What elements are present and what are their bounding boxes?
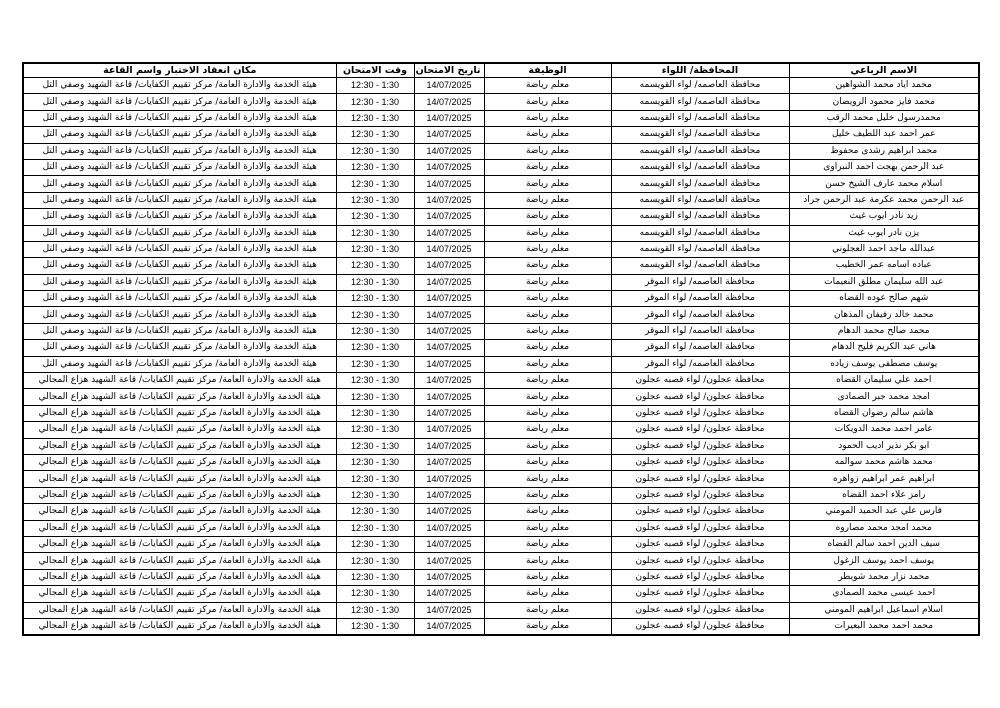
- cell-time: 12:30 - 1:30: [336, 438, 414, 454]
- table-row: [23, 504, 979, 520]
- table-row: [23, 405, 979, 421]
- table-row: [23, 291, 979, 307]
- cell-date: 14/07/2025: [414, 258, 484, 274]
- cell-name: ابراهيم عمر ابراهيم زواهره: [789, 471, 979, 487]
- cell-time: 12:30 - 1:30: [336, 602, 414, 618]
- cell-name: زيد نادر ايوب غيث: [789, 209, 979, 225]
- table-row: [23, 241, 979, 257]
- cell-date: 14/07/2025: [414, 536, 484, 552]
- table-row: [23, 471, 979, 487]
- cell-time: 12:30 - 1:30: [336, 307, 414, 323]
- cell-place: هيئة الخدمة والادارة العامة/ مركز تقييم الكفايات/ قاعة الشهيد هزاع المجالي: [23, 602, 336, 618]
- cell-time: 12:30 - 1:30: [336, 520, 414, 536]
- cell-name: اسلام محمد عارف الشيخ حسن: [789, 176, 979, 192]
- cell-time: 12:30 - 1:30: [336, 291, 414, 307]
- cell-place: هيئة الخدمة والادارة العامة/ مركز تقييم الكفايات/ قاعة الشهيد وصفي التل: [23, 307, 336, 323]
- cell-time: 12:30 - 1:30: [336, 176, 414, 192]
- cell-gov: محافظة العاصمه/ لواء القويسمه: [611, 110, 789, 126]
- table-row: [23, 553, 979, 569]
- cell-gov: محافظة عجلون/ لواء قصبه عجلون: [611, 438, 789, 454]
- cell-gov: محافظة عجلون/ لواء قصبه عجلون: [611, 520, 789, 536]
- cell-name: هاشم سالم رضوان القضاه: [789, 405, 979, 421]
- cell-name: محمد فايز محمود الرويضان: [789, 94, 979, 110]
- cell-name: محمد ابراهيم رشدى محفوظ: [789, 143, 979, 159]
- cell-place: هيئة الخدمة والادارة العامة/ مركز تقييم الكفايات/ قاعة الشهيد وصفي التل: [23, 110, 336, 126]
- cell-gov: محافظة عجلون/ لواء قصبه عجلون: [611, 553, 789, 569]
- table-row: [23, 618, 979, 635]
- cell-date: 14/07/2025: [414, 586, 484, 602]
- cell-date: 14/07/2025: [414, 159, 484, 175]
- cell-job: معلم رياضة: [484, 209, 611, 225]
- cell-time: 12:30 - 1:30: [336, 143, 414, 159]
- cell-job: معلم رياضة: [484, 340, 611, 356]
- cell-job: معلم رياضة: [484, 159, 611, 175]
- cell-date: 14/07/2025: [414, 569, 484, 585]
- cell-time: 12:30 - 1:30: [336, 422, 414, 438]
- header-row: [23, 63, 979, 78]
- cell-name: عامر احمد محمد الدويكات: [789, 422, 979, 438]
- cell-time: 12:30 - 1:30: [336, 373, 414, 389]
- cell-job: معلم رياضة: [484, 422, 611, 438]
- cell-name: عبد الرحمن محمد عكرمة عبد الرحمن جراد: [789, 192, 979, 208]
- cell-place: هيئة الخدمة والادارة العامة/ مركز تقييم الكفايات/ قاعة الشهيد هزاع المجالي: [23, 373, 336, 389]
- cell-time: 12:30 - 1:30: [336, 258, 414, 274]
- cell-name: احمد علي سليمان القضاه: [789, 373, 979, 389]
- cell-job: معلم رياضة: [484, 258, 611, 274]
- cell-time: 12:30 - 1:30: [336, 536, 414, 552]
- cell-job: معلم رياضة: [484, 553, 611, 569]
- cell-name: يزن نادر ايوب غيث: [789, 225, 979, 241]
- table-row: [23, 356, 979, 372]
- table-row: [23, 176, 979, 192]
- cell-job: معلم رياضة: [484, 274, 611, 290]
- cell-date: 14/07/2025: [414, 127, 484, 143]
- cell-gov: محافظة عجلون/ لواء قصبه عجلون: [611, 405, 789, 421]
- cell-place: هيئة الخدمة والادارة العامة/ مركز تقييم الكفايات/ قاعة الشهيد وصفي التل: [23, 143, 336, 159]
- cell-date: 14/07/2025: [414, 438, 484, 454]
- cell-time: 12:30 - 1:30: [336, 553, 414, 569]
- cell-date: 14/07/2025: [414, 225, 484, 241]
- cell-name: شهم صالح عوده القضاه: [789, 291, 979, 307]
- col-header-exam-time: وقت الامتحان: [336, 63, 414, 78]
- table-row: [23, 159, 979, 175]
- cell-job: معلم رياضة: [484, 586, 611, 602]
- cell-date: 14/07/2025: [414, 487, 484, 503]
- cell-gov: محافظة عجلون/ لواء قصبه عجلون: [611, 471, 789, 487]
- cell-place: هيئة الخدمة والادارة العامة/ مركز تقييم الكفايات/ قاعة الشهيد هزاع المجالي: [23, 471, 336, 487]
- cell-gov: محافظة عجلون/ لواء قصبه عجلون: [611, 536, 789, 552]
- cell-name: عبد الله سليمان مطلق النعيمات: [789, 274, 979, 290]
- cell-name: محمد امجد محمد مصاروه: [789, 520, 979, 536]
- cell-place: هيئة الخدمة والادارة العامة/ مركز تقييم الكفايات/ قاعة الشهيد وصفي التل: [23, 209, 336, 225]
- cell-job: معلم رياضة: [484, 373, 611, 389]
- cell-time: 12:30 - 1:30: [336, 110, 414, 126]
- cell-gov: محافظة عجلون/ لواء قصبه عجلون: [611, 422, 789, 438]
- cell-place: هيئة الخدمة والادارة العامة/ مركز تقييم الكفايات/ قاعة الشهيد هزاع المجالي: [23, 454, 336, 470]
- cell-gov: محافظة العاصمه/ لواء الموقر: [611, 356, 789, 372]
- cell-gov: محافظة عجلون/ لواء قصبه عجلون: [611, 504, 789, 520]
- cell-name: ابو بكر نذير اديب الحمود: [789, 438, 979, 454]
- cell-place: هيئة الخدمة والادارة العامة/ مركز تقييم الكفايات/ قاعة الشهيد هزاع المجالي: [23, 504, 336, 520]
- table-row: [23, 127, 979, 143]
- cell-time: 12:30 - 1:30: [336, 323, 414, 339]
- cell-place: هيئة الخدمة والادارة العامة/ مركز تقييم الكفايات/ قاعة الشهيد وصفي التل: [23, 356, 336, 372]
- cell-place: هيئة الخدمة والادارة العامة/ مركز تقييم الكفايات/ قاعة الشهيد وصفي التل: [23, 258, 336, 274]
- cell-date: 14/07/2025: [414, 520, 484, 536]
- cell-time: 12:30 - 1:30: [336, 159, 414, 175]
- cell-time: 12:30 - 1:30: [336, 209, 414, 225]
- cell-date: 14/07/2025: [414, 94, 484, 110]
- table-row: [23, 225, 979, 241]
- cell-date: 14/07/2025: [414, 110, 484, 126]
- cell-name: محمد نزار محمد شويطر: [789, 569, 979, 585]
- cell-name: يوسف مصطفى يوسف زياده: [789, 356, 979, 372]
- cell-time: 12:30 - 1:30: [336, 454, 414, 470]
- table-row: [23, 323, 979, 339]
- cell-job: معلم رياضة: [484, 618, 611, 635]
- cell-place: هيئة الخدمة والادارة العامة/ مركز تقييم الكفايات/ قاعة الشهيد وصفي التل: [23, 159, 336, 175]
- cell-job: معلم رياضة: [484, 192, 611, 208]
- cell-gov: محافظة عجلون/ لواء قصبه عجلون: [611, 586, 789, 602]
- cell-name: سيف الدين احمد سالم القضاه: [789, 536, 979, 552]
- cell-gov: محافظة العاصمه/ لواء الموقر: [611, 274, 789, 290]
- cell-job: معلم رياضة: [484, 176, 611, 192]
- cell-gov: محافظة العاصمه/ لواء القويسمه: [611, 241, 789, 257]
- cell-date: 14/07/2025: [414, 340, 484, 356]
- cell-job: معلم رياضة: [484, 454, 611, 470]
- cell-date: 14/07/2025: [414, 323, 484, 339]
- cell-gov: محافظة عجلون/ لواء قصبه عجلون: [611, 602, 789, 618]
- cell-time: 12:30 - 1:30: [336, 389, 414, 405]
- table-row: [23, 438, 979, 454]
- cell-place: هيئة الخدمة والادارة العامة/ مركز تقييم الكفايات/ قاعة الشهيد هزاع المجالي: [23, 586, 336, 602]
- cell-gov: محافظة عجلون/ لواء قصبه عجلون: [611, 373, 789, 389]
- cell-gov: محافظة العاصمه/ لواء القويسمه: [611, 209, 789, 225]
- cell-time: 12:30 - 1:30: [336, 241, 414, 257]
- table-row: [23, 520, 979, 536]
- cell-date: 14/07/2025: [414, 389, 484, 405]
- cell-date: 14/07/2025: [414, 307, 484, 323]
- exam-schedule-table: [22, 62, 980, 636]
- cell-name: عبد الرحمن بهجت احمد النبراوى: [789, 159, 979, 175]
- table-row: [23, 373, 979, 389]
- col-header-governorate: المحافظة/ اللواء: [611, 63, 789, 78]
- cell-gov: محافظة العاصمه/ لواء القويسمه: [611, 225, 789, 241]
- cell-time: 12:30 - 1:30: [336, 569, 414, 585]
- cell-name: فارس علي عبد الحميد المومني: [789, 504, 979, 520]
- cell-gov: محافظة العاصمه/ لواء القويسمه: [611, 176, 789, 192]
- cell-place: هيئة الخدمة والادارة العامة/ مركز تقييم الكفايات/ قاعة الشهيد وصفي التل: [23, 241, 336, 257]
- cell-name: يوسف احمد يوسف الزغول: [789, 553, 979, 569]
- table-row: [23, 389, 979, 405]
- cell-date: 14/07/2025: [414, 454, 484, 470]
- cell-gov: محافظة عجلون/ لواء قصبه عجلون: [611, 454, 789, 470]
- table-row: [23, 307, 979, 323]
- cell-name: اسلام اسماعيل ابراهيم المومني: [789, 602, 979, 618]
- cell-gov: محافظة العاصمه/ لواء القويسمه: [611, 258, 789, 274]
- cell-date: 14/07/2025: [414, 143, 484, 159]
- cell-gov: محافظة العاصمه/ لواء الموقر: [611, 323, 789, 339]
- table-row: [23, 602, 979, 618]
- cell-job: معلم رياضة: [484, 356, 611, 372]
- cell-place: هيئة الخدمة والادارة العامة/ مركز تقييم الكفايات/ قاعة الشهيد وصفي التل: [23, 176, 336, 192]
- cell-name: عباده اسامه عمر الخطيب: [789, 258, 979, 274]
- cell-job: معلم رياضة: [484, 127, 611, 143]
- cell-name: هاني عبد الكريم فليح الدهام: [789, 340, 979, 356]
- cell-date: 14/07/2025: [414, 618, 484, 635]
- cell-job: معلم رياضة: [484, 225, 611, 241]
- cell-gov: محافظة العاصمه/ لواء الموقر: [611, 307, 789, 323]
- cell-gov: محافظة عجلون/ لواء قصبه عجلون: [611, 487, 789, 503]
- cell-job: معلم رياضة: [484, 602, 611, 618]
- cell-time: 12:30 - 1:30: [336, 94, 414, 110]
- cell-job: معلم رياضة: [484, 94, 611, 110]
- cell-date: 14/07/2025: [414, 422, 484, 438]
- cell-place: هيئة الخدمة والادارة العامة/ مركز تقييم الكفايات/ قاعة الشهيد وصفي التل: [23, 225, 336, 241]
- cell-time: 12:30 - 1:30: [336, 618, 414, 635]
- cell-gov: محافظة العاصمه/ لواء الموقر: [611, 291, 789, 307]
- cell-job: معلم رياضة: [484, 78, 611, 94]
- cell-time: 12:30 - 1:30: [336, 127, 414, 143]
- cell-gov: محافظة العاصمه/ لواء القويسمه: [611, 192, 789, 208]
- cell-place: هيئة الخدمة والادارة العامة/ مركز تقييم الكفايات/ قاعة الشهيد هزاع المجالي: [23, 405, 336, 421]
- cell-gov: محافظة العاصمه/ لواء القويسمه: [611, 127, 789, 143]
- table-row: [23, 340, 979, 356]
- cell-job: معلم رياضة: [484, 307, 611, 323]
- cell-gov: محافظة العاصمه/ لواء القويسمه: [611, 143, 789, 159]
- cell-place: هيئة الخدمة والادارة العامة/ مركز تقييم الكفايات/ قاعة الشهيد هزاع المجالي: [23, 487, 336, 503]
- cell-place: هيئة الخدمة والادارة العامة/ مركز تقييم الكفايات/ قاعة الشهيد وصفي التل: [23, 340, 336, 356]
- col-header-name: الاسم الرباعي: [789, 63, 979, 78]
- cell-date: 14/07/2025: [414, 291, 484, 307]
- cell-date: 14/07/2025: [414, 241, 484, 257]
- table-row: [23, 569, 979, 585]
- cell-time: 12:30 - 1:30: [336, 274, 414, 290]
- cell-date: 14/07/2025: [414, 78, 484, 94]
- table-row: [23, 536, 979, 552]
- cell-job: معلم رياضة: [484, 438, 611, 454]
- cell-date: 14/07/2025: [414, 176, 484, 192]
- cell-job: معلم رياضة: [484, 405, 611, 421]
- cell-gov: محافظة العاصمه/ لواء القويسمه: [611, 159, 789, 175]
- cell-job: معلم رياضة: [484, 291, 611, 307]
- cell-place: هيئة الخدمة والادارة العامة/ مركز تقييم الكفايات/ قاعة الشهيد وصفي التل: [23, 94, 336, 110]
- table-row: [23, 209, 979, 225]
- cell-time: 12:30 - 1:30: [336, 225, 414, 241]
- cell-job: معلم رياضة: [484, 110, 611, 126]
- cell-place: هيئة الخدمة والادارة العامة/ مركز تقييم الكفايات/ قاعة الشهيد وصفي التل: [23, 323, 336, 339]
- cell-date: 14/07/2025: [414, 192, 484, 208]
- cell-name: عمر احمد عبد اللطيف خليل: [789, 127, 979, 143]
- cell-date: 14/07/2025: [414, 504, 484, 520]
- cell-place: هيئة الخدمة والادارة العامة/ مركز تقييم الكفايات/ قاعة الشهيد هزاع المجالي: [23, 536, 336, 552]
- cell-gov: محافظة العاصمه/ لواء الموقر: [611, 340, 789, 356]
- table-row: [23, 274, 979, 290]
- table-row: [23, 422, 979, 438]
- cell-gov: محافظة عجلون/ لواء قصبه عجلون: [611, 618, 789, 635]
- cell-job: معلم رياضة: [484, 569, 611, 585]
- cell-time: 12:30 - 1:30: [336, 340, 414, 356]
- cell-job: معلم رياضة: [484, 536, 611, 552]
- cell-job: معلم رياضة: [484, 520, 611, 536]
- cell-gov: محافظة العاصمه/ لواء القويسمه: [611, 78, 789, 94]
- cell-place: هيئة الخدمة والادارة العامة/ مركز تقييم الكفايات/ قاعة الشهيد هزاع المجالي: [23, 520, 336, 536]
- cell-place: هيئة الخدمة والادارة العامة/ مركز تقييم الكفايات/ قاعة الشهيد وصفي التل: [23, 192, 336, 208]
- table-row: [23, 258, 979, 274]
- cell-name: محمدرسول خليل محمد الرقب: [789, 110, 979, 126]
- cell-name: محمد صالح محمد الدهام: [789, 323, 979, 339]
- cell-place: هيئة الخدمة والادارة العامة/ مركز تقييم الكفايات/ قاعة الشهيد هزاع المجالي: [23, 618, 336, 635]
- col-header-exam-date: تاريخ الامتحان: [414, 63, 484, 78]
- cell-place: هيئة الخدمة والادارة العامة/ مركز تقييم الكفايات/ قاعة الشهيد وصفي التل: [23, 78, 336, 94]
- cell-place: هيئة الخدمة والادارة العامة/ مركز تقييم الكفايات/ قاعة الشهيد هزاع المجالي: [23, 389, 336, 405]
- cell-job: معلم رياضة: [484, 323, 611, 339]
- table-row: [23, 487, 979, 503]
- cell-time: 12:30 - 1:30: [336, 471, 414, 487]
- cell-place: هيئة الخدمة والادارة العامة/ مركز تقييم الكفايات/ قاعة الشهيد وصفي التل: [23, 127, 336, 143]
- cell-name: محمد هاشم محمد سوالمه: [789, 454, 979, 470]
- cell-place: هيئة الخدمة والادارة العامة/ مركز تقييم الكفايات/ قاعة الشهيد هزاع المجالي: [23, 569, 336, 585]
- table-row: [23, 454, 979, 470]
- cell-gov: محافظة عجلون/ لواء قصبه عجلون: [611, 389, 789, 405]
- cell-name: رامز علاء احمد القضاه: [789, 487, 979, 503]
- col-header-exam-location: مكان انعقاد الاختبار واسم القاعة: [23, 63, 336, 78]
- cell-date: 14/07/2025: [414, 405, 484, 421]
- cell-name: امجد محمد جبر الصمادى: [789, 389, 979, 405]
- cell-job: معلم رياضة: [484, 241, 611, 257]
- cell-date: 14/07/2025: [414, 602, 484, 618]
- cell-date: 14/07/2025: [414, 471, 484, 487]
- cell-time: 12:30 - 1:30: [336, 405, 414, 421]
- cell-time: 12:30 - 1:30: [336, 487, 414, 503]
- cell-job: معلم رياضة: [484, 471, 611, 487]
- cell-date: 14/07/2025: [414, 373, 484, 389]
- cell-job: معلم رياضة: [484, 389, 611, 405]
- cell-date: 14/07/2025: [414, 356, 484, 372]
- table-row: [23, 586, 979, 602]
- table-row: [23, 78, 979, 94]
- col-header-job: الوظيفة: [484, 63, 611, 78]
- cell-time: 12:30 - 1:30: [336, 586, 414, 602]
- cell-name: محمد احمد محمد البعيرات: [789, 618, 979, 635]
- cell-time: 12:30 - 1:30: [336, 192, 414, 208]
- cell-time: 12:30 - 1:30: [336, 78, 414, 94]
- table-row: [23, 94, 979, 110]
- table-body: [23, 78, 979, 636]
- cell-name: احمد عيسى محمد الصمادي: [789, 586, 979, 602]
- cell-name: محمد خالد رفيفان المذهان: [789, 307, 979, 323]
- cell-date: 14/07/2025: [414, 274, 484, 290]
- cell-time: 12:30 - 1:30: [336, 504, 414, 520]
- cell-time: 12:30 - 1:30: [336, 356, 414, 372]
- cell-place: هيئة الخدمة والادارة العامة/ مركز تقييم الكفايات/ قاعة الشهيد وصفي التل: [23, 291, 336, 307]
- cell-name: عبدالله ماجد احمد العجلوني: [789, 241, 979, 257]
- table-row: [23, 143, 979, 159]
- cell-place: هيئة الخدمة والادارة العامة/ مركز تقييم الكفايات/ قاعة الشهيد هزاع المجالي: [23, 438, 336, 454]
- cell-date: 14/07/2025: [414, 553, 484, 569]
- table-row: [23, 110, 979, 126]
- cell-place: هيئة الخدمة والادارة العامة/ مركز تقييم الكفايات/ قاعة الشهيد هزاع المجالي: [23, 422, 336, 438]
- cell-gov: محافظة عجلون/ لواء قصبه عجلون: [611, 569, 789, 585]
- cell-date: 14/07/2025: [414, 209, 484, 225]
- cell-place: هيئة الخدمة والادارة العامة/ مركز تقييم الكفايات/ قاعة الشهيد وصفي التل: [23, 274, 336, 290]
- cell-name: محمد اياد محمد الشواهين: [789, 78, 979, 94]
- cell-gov: محافظة العاصمه/ لواء القويسمه: [611, 94, 789, 110]
- cell-place: هيئة الخدمة والادارة العامة/ مركز تقييم الكفايات/ قاعة الشهيد هزاع المجالي: [23, 553, 336, 569]
- cell-job: معلم رياضة: [484, 487, 611, 503]
- cell-job: معلم رياضة: [484, 143, 611, 159]
- table-row: [23, 192, 979, 208]
- cell-job: معلم رياضة: [484, 504, 611, 520]
